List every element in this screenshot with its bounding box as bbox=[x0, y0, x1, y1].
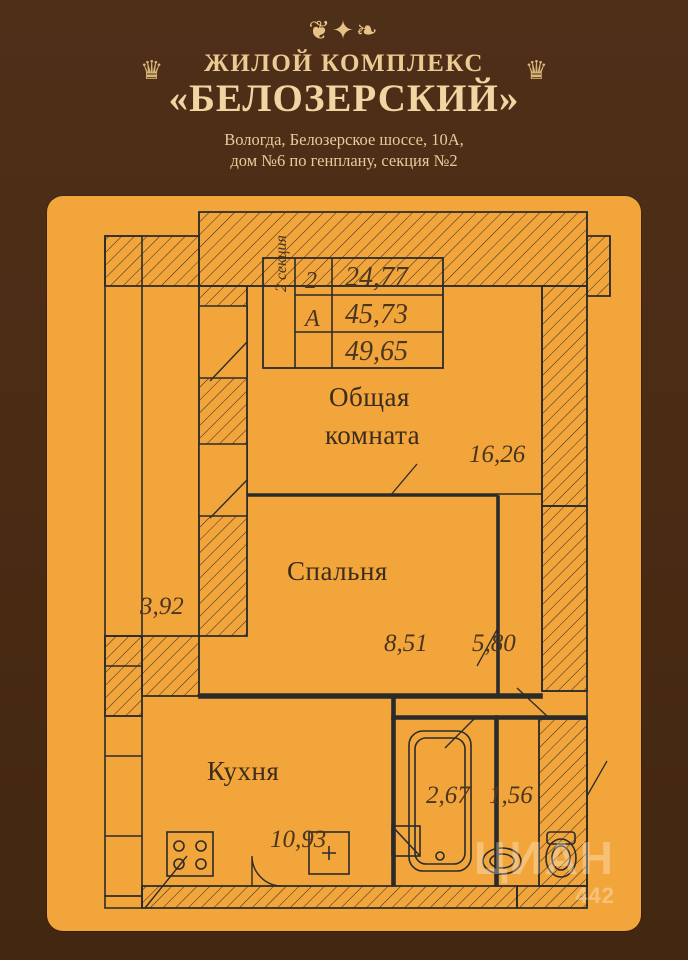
watermark-text: ЦИАН bbox=[473, 832, 615, 884]
ornament-divider: ❦✦❧ bbox=[308, 16, 380, 45]
stamp-flat: А bbox=[305, 306, 320, 332]
room-label-living-2: комната bbox=[325, 420, 421, 450]
area-bedroom: 8,51 bbox=[384, 630, 428, 657]
stamp-value-1: 24,77 bbox=[345, 262, 408, 293]
room-label-kitchen: Кухня bbox=[207, 756, 280, 786]
area-kitchen: 10,93 bbox=[270, 826, 327, 853]
stamp-value-2: 45,73 bbox=[345, 299, 408, 330]
area-bathroom: 2,67 bbox=[426, 782, 470, 809]
crown-icon-right: ♛ bbox=[524, 56, 548, 85]
area-living: 16,26 bbox=[469, 441, 526, 468]
address-line-1: Вологда, Белозерское шоссе, 10А, bbox=[224, 130, 464, 149]
complex-subtitle: ЖИЛОЙ КОМПЛЕКС bbox=[204, 50, 484, 77]
room-label-bedroom: Спальня bbox=[287, 556, 388, 586]
floor-plan-card[interactable] bbox=[47, 196, 641, 931]
complex-title: «БЕЛОЗЕРСКИЙ» bbox=[168, 77, 520, 120]
watermark-number: 442 bbox=[575, 883, 615, 908]
address-line-2: дом №6 по генплану, секция №2 bbox=[230, 151, 458, 170]
room-label-living: Общая bbox=[329, 382, 410, 412]
stamp-floor: 2 bbox=[305, 268, 317, 294]
stamp-section-label: 2 секция bbox=[273, 235, 290, 292]
crown-icon-left: ♛ bbox=[140, 56, 164, 85]
area-balcony: 3,92 bbox=[140, 593, 184, 620]
area-hall: 5,80 bbox=[472, 630, 516, 657]
area-wc: 1,56 bbox=[489, 782, 533, 809]
header bbox=[0, 18, 688, 171]
stamp-value-3: 49,65 bbox=[345, 336, 408, 367]
